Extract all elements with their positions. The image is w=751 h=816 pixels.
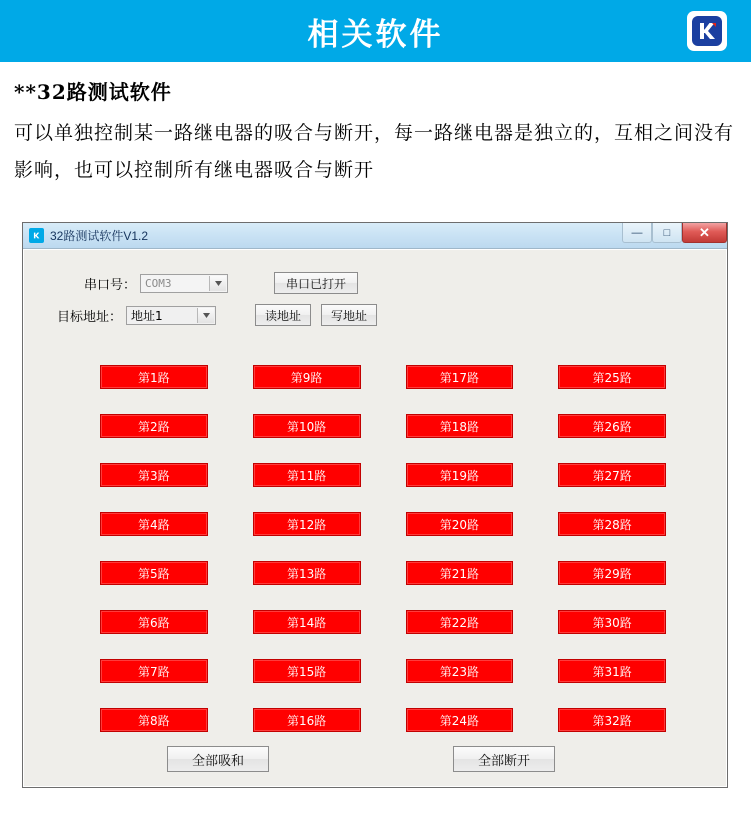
relay-button[interactable]: 第32路 <box>558 708 666 732</box>
address-select-value: 地址1 <box>131 308 163 323</box>
k-logo-icon <box>687 11 727 51</box>
window-body <box>23 249 727 787</box>
write-address-button[interactable]: 写地址 <box>321 304 377 326</box>
relay-button[interactable]: 第17路 <box>406 365 514 389</box>
relay-button[interactable]: 第12路 <box>253 512 361 536</box>
chevron-down-icon[interactable] <box>209 276 226 291</box>
window-titlebar[interactable] <box>23 223 727 249</box>
relay-button[interactable]: 第30路 <box>558 610 666 634</box>
port-row <box>84 272 358 294</box>
all-on-button[interactable]: 全部吸和 <box>167 746 269 772</box>
relay-button[interactable]: 第7路 <box>100 659 208 683</box>
relay-button[interactable]: 第1路 <box>100 365 208 389</box>
relay-button[interactable]: 第28路 <box>558 512 666 536</box>
relay-button[interactable]: 第26路 <box>558 414 666 438</box>
page-banner <box>0 0 751 62</box>
relay-button[interactable]: 第20路 <box>406 512 514 536</box>
address-label: 目标地址： <box>57 309 123 325</box>
relay-button[interactable]: 第23路 <box>406 659 514 683</box>
relay-button[interactable]: 第6路 <box>100 610 208 634</box>
relay-button[interactable]: 第14路 <box>253 610 361 634</box>
relay-button[interactable]: 第3路 <box>100 463 208 487</box>
address-select[interactable] <box>126 306 216 325</box>
app-window <box>22 222 728 788</box>
relay-button[interactable]: 第9路 <box>253 365 361 389</box>
description-body: 可以单独控制某一路继电器的吸合与断开，每一路继电器是独立的，互相之间没有影响，也可以控制所有继电器吸合与断开 <box>14 122 735 181</box>
port-select[interactable] <box>140 274 228 293</box>
relay-grid <box>100 365 666 732</box>
relay-button[interactable]: 第13路 <box>253 561 361 585</box>
window-controls <box>622 223 727 245</box>
port-open-button[interactable]: 串口已打开 <box>274 272 358 294</box>
port-label: 串口号： <box>84 277 137 293</box>
read-address-button[interactable]: 读地址 <box>255 304 311 326</box>
relay-button[interactable]: 第19路 <box>406 463 514 487</box>
address-row <box>57 304 377 326</box>
close-button[interactable]: ✕ <box>682 223 727 243</box>
relay-button[interactable]: 第16路 <box>253 708 361 732</box>
relay-button[interactable]: 第22路 <box>406 610 514 634</box>
relay-button[interactable]: 第11路 <box>253 463 361 487</box>
relay-button[interactable]: 第18路 <box>406 414 514 438</box>
relay-button[interactable]: 第5路 <box>100 561 208 585</box>
page-title: 相关软件 <box>307 16 444 53</box>
all-off-button[interactable]: 全部断开 <box>453 746 555 772</box>
chevron-down-icon[interactable] <box>197 308 214 323</box>
relay-button[interactable]: 第31路 <box>558 659 666 683</box>
relay-button[interactable]: 第15路 <box>253 659 361 683</box>
maximize-button[interactable]: □ <box>652 223 682 243</box>
relay-button[interactable]: 第2路 <box>100 414 208 438</box>
port-select-value: COM3 <box>145 276 172 290</box>
window-title: 32路测试软件V1.2 <box>50 229 149 243</box>
k-logo-icon <box>29 228 44 243</box>
description-heading: **32路测试软件 <box>14 80 172 104</box>
relay-button[interactable]: 第27路 <box>558 463 666 487</box>
description-block <box>0 62 751 189</box>
relay-button[interactable]: 第24路 <box>406 708 514 732</box>
relay-button[interactable]: 第4路 <box>100 512 208 536</box>
relay-button[interactable]: 第8路 <box>100 708 208 732</box>
minimize-button[interactable]: — <box>622 223 652 243</box>
relay-button[interactable]: 第25路 <box>558 365 666 389</box>
relay-button[interactable]: 第29路 <box>558 561 666 585</box>
relay-button[interactable]: 第10路 <box>253 414 361 438</box>
relay-button[interactable]: 第21路 <box>406 561 514 585</box>
